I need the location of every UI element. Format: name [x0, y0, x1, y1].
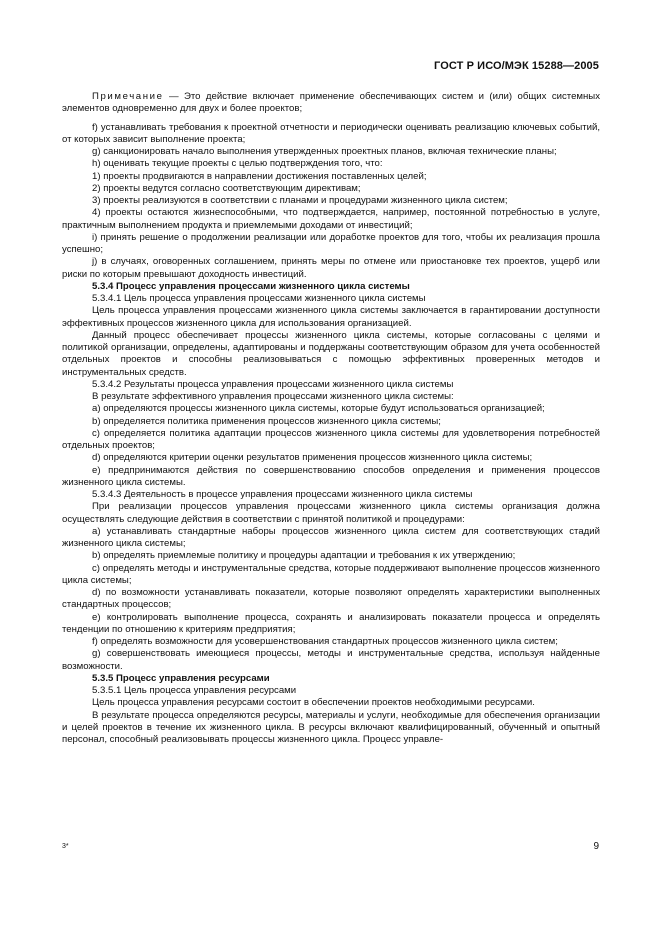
paragraph: Цель процесса управления процессами жизненного цикла системы заключается в гарантировании доступности эффективных процессов жизненного цикла для использования организацией.	[62, 305, 600, 329]
paragraph: f) определять возможности для усовершенствования стандартных процессов жизненного цикла систем;	[92, 636, 558, 647]
paragraph: e) предпринимаются действия по совершенствованию способов определения и применения процессов жизненного цикла системы.	[62, 464, 600, 488]
paragraph: 5.3.4.1 Цель процесса управления процессами жизненного цикла системы	[92, 293, 426, 304]
paragraph: 5.3.5.1 Цель процесса управления ресурсами	[92, 685, 297, 696]
paragraph: 5.3.4.2 Результаты процесса управления процессами жизненного цикла системы	[92, 378, 454, 390]
section-heading: 5.3.5 Процесс управления ресурсами	[92, 672, 270, 684]
paragraph: 1) проекты продвигаются в направлении достижения поставленных целей;	[92, 170, 427, 182]
note-text: — Это действие включает применение обеспечивающих систем и (или) общих системных элементов одновременно для двух и более проектов;	[62, 91, 600, 115]
paragraph: 4) проекты остаются жизнеспособными, что подтверждается, например, постоянной потребностью в услуге, практичным выполнением продукта и приемлемыми доходами от инвестиций;	[62, 207, 600, 231]
paragraph-list	[62, 122, 600, 747]
paragraph: c) определять методы и инструментальные средства, которые поддерживают выполнение процессов жизненного цикла системы;	[62, 562, 600, 586]
paragraph: В результате процесса определяются ресурсы, материалы и услуги, необходимые для обеспечения организации и целей проектов в течение их жизненного цикла. В ресурсы включают квалифицированный, обученный и опытный персонал, способный реализовывать процессы жизненного цикла. Процесс управле-	[62, 709, 600, 745]
paragraph: a) устанавливать стандартные наборы процессов жизненного цикла систем для соответствующих стадий жизненного цикла системы;	[62, 525, 600, 549]
paragraph: f) устанавливать требования к проектной отчетности и периодически оценивать реализацию ключевых событий, от которых зависит выполнение проекта;	[62, 121, 600, 145]
paragraph: d) определяются критерии оценки результатов применения процессов жизненного цикла системы;	[92, 452, 533, 464]
document-body	[62, 91, 600, 746]
note-label: Примечание	[92, 91, 164, 102]
footer-mark: 3*	[62, 843, 69, 850]
paragraph: a) определяются процессы жизненного цикла системы, которые будут использоваться организацией;	[92, 403, 545, 415]
document-header: ГОСТ Р ИСО/МЭК 15288—2005	[434, 60, 599, 72]
paragraph: d) по возможности устанавливать показатели, которые позволяют определять характеристики выполненных стандартных процессов;	[62, 587, 600, 611]
paragraph: b) определяется политика применения процессов жизненного цикла системы;	[92, 415, 441, 427]
paragraph: j) в случаях, оговоренных соглашением, принять меры по отмене или приостановке тех проектов, ущерб или риски по которым превышают доходность инвестиций.	[62, 256, 600, 280]
paragraph: При реализации процессов управления процессами жизненного цикла системы организация должна осуществлять следующие действия в соответствии с принятой политикой и процедурами:	[62, 501, 600, 525]
paragraph: 5.3.4.3 Деятельность в процессе управления процессами жизненного цикла системы	[92, 489, 473, 500]
paragraph: i) принять решение о продолжении реализации или доработке проектов для того, чтобы их реализация прошла успешно;	[62, 231, 600, 255]
paragraph: c) определяется политика адаптации процессов жизненного цикла системы для удовлетворения потребностей отдельных проектов;	[62, 427, 600, 451]
section-heading: 5.3.4 Процесс управления процессами жизненного цикла системы	[92, 280, 410, 292]
paragraph: g) совершенствовать имеющиеся процессы, методы и инструментальные средства, используя найденные возможности.	[62, 648, 600, 672]
paragraph: Цель процесса управления ресурсами состоит в обеспечении проектов необходимыми ресурсами.	[92, 697, 535, 709]
paragraph: h) оценивать текущие проекты с целью подтверждения того, что:	[92, 158, 383, 170]
paragraph: 2) проекты ведутся согласно соответствующим директивам;	[92, 182, 361, 194]
paragraph: 3) проекты реализуются в соответствии с планами и процедурами жизненного цикла систем;	[92, 195, 508, 206]
page-number: 9	[593, 841, 599, 852]
paragraph: g) санкционировать начало выполнения утвержденных проектных планов, включая технические планы;	[92, 146, 557, 157]
paragraph: Данный процесс обеспечивает процессы жизненного цикла системы, которые согласованы с целями и политикой организации, определены, адаптированы и поддержаны соответствующим образом для учета особенностей отдельных проектов и способны реализовываться с помощью эффективных проверенных методов и инструментальных средств.	[62, 329, 600, 378]
note-paragraph	[62, 91, 600, 116]
paragraph: В результате эффективного управления процессами жизненного цикла системы:	[92, 391, 454, 402]
paragraph: e) контролировать выполнение процесса, сохранять и анализировать показатели процесса и определять тенденции по отношению к критериям предприятия;	[62, 611, 600, 635]
paragraph: b) определять приемлемые политику и процедуры адаптации и требования к их утверждению;	[92, 550, 516, 562]
